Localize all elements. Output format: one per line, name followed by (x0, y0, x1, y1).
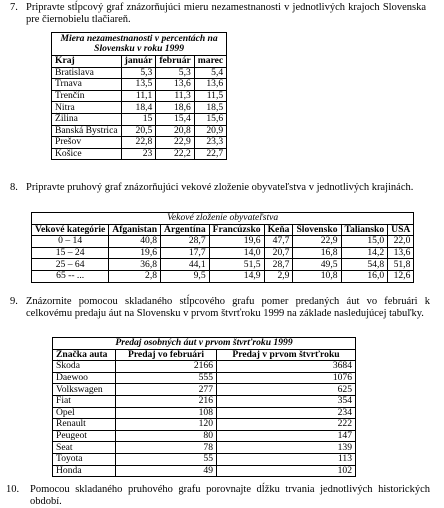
age-structure-table-caption: Vekové zloženie obyvateľstva (32, 213, 414, 225)
value-cell: 78 (116, 442, 217, 454)
value-cell: 277 (116, 384, 217, 396)
value-cell: 15,4 (156, 113, 194, 125)
column-header: USA (388, 224, 414, 236)
table-row (53, 453, 356, 465)
age-structure-table (31, 212, 414, 283)
value-cell: 120 (116, 419, 217, 431)
row-label-cell: Volkswagen (53, 384, 116, 396)
age-structure-table-header (32, 224, 414, 236)
row-label-cell: Bratislava (52, 67, 122, 79)
car-sales-table-header (53, 349, 356, 361)
column-header: Slovensko (293, 224, 341, 236)
column-header: Taliansko (341, 224, 388, 236)
table-row (53, 407, 356, 419)
unemployment-table-header (52, 56, 227, 68)
row-label-cell: Peugeot (53, 430, 116, 442)
value-cell: 5,3 (156, 67, 194, 79)
row-label-cell: Toyota (53, 453, 116, 465)
table-row (53, 361, 356, 373)
value-cell: 108 (116, 407, 217, 419)
table-row (53, 419, 356, 431)
value-cell: 14,2 (341, 247, 388, 259)
unemployment-table (51, 32, 227, 160)
value-cell: 15,6 (194, 113, 226, 125)
row-label-cell: Honda (53, 465, 116, 477)
header-znacka: Značka auta (53, 349, 116, 361)
table-row (32, 259, 414, 271)
header-quarter-sales: Predaj v prvom štvrťroku (217, 349, 356, 361)
value-cell: 139 (217, 442, 356, 454)
value-cell: 354 (217, 395, 356, 407)
table-row (52, 79, 227, 91)
value-cell: 3684 (217, 361, 356, 373)
value-cell: 2166 (116, 361, 217, 373)
row-label-cell: Žilina (52, 113, 122, 125)
value-cell: 19,6 (109, 247, 161, 259)
value-cell: 20,8 (156, 125, 194, 137)
value-cell: 13,5 (121, 79, 156, 91)
table-row (53, 372, 356, 384)
value-cell: 22,0 (388, 236, 414, 248)
column-header: Vekové kategórie (32, 224, 109, 236)
unemployment-table-caption: Miera nezamestnanosti v percentách na Slovensku v roku 1999 (52, 33, 227, 56)
value-cell: 55 (116, 453, 217, 465)
row-label-cell: Opel (53, 407, 116, 419)
value-cell: 22,9 (293, 236, 341, 248)
value-cell: 80 (116, 430, 217, 442)
row-label-cell: Renault (53, 419, 116, 431)
value-cell: 14,9 (209, 270, 264, 282)
value-cell: 20,5 (121, 125, 156, 137)
value-cell: 15 (121, 113, 156, 125)
task-8-text: Pripravte pruhový graf znázorňujúci vekové zloženie obyvateľstva v jednotlivých krajinách. (26, 182, 414, 193)
value-cell: 51,8 (388, 259, 414, 271)
row-label-cell: Košice (52, 148, 122, 160)
value-cell: 147 (217, 430, 356, 442)
row-label-cell: Trnava (52, 79, 122, 91)
unemployment-table-body (52, 67, 227, 160)
value-cell: 36,8 (109, 259, 161, 271)
car-sales-table (52, 337, 356, 477)
value-cell: 49,5 (293, 259, 341, 271)
row-label-cell: 15 – 24 (32, 247, 109, 259)
header-februar-sales: Predaj vo februári (116, 349, 217, 361)
value-cell: 20,7 (264, 247, 293, 259)
value-cell: 555 (116, 372, 217, 384)
value-cell: 54,8 (341, 259, 388, 271)
table-row (52, 90, 227, 102)
table-row (32, 247, 414, 259)
value-cell: 11,5 (194, 90, 226, 102)
value-cell: 22,7 (194, 148, 226, 160)
value-cell: 28,7 (264, 259, 293, 271)
car-sales-table-body (53, 361, 356, 477)
value-cell: 1076 (217, 372, 356, 384)
row-label-cell: Banská Bystrica (52, 125, 122, 137)
table-row (32, 236, 414, 248)
row-label-cell: 65 -- ... (32, 270, 109, 282)
header-kraj: Kraj (52, 56, 122, 68)
task-10-number: 10. (6, 484, 20, 495)
row-label-cell: 0 – 14 (32, 236, 109, 248)
value-cell: 216 (116, 395, 217, 407)
value-cell: 2,9 (264, 270, 293, 282)
value-cell: 40,8 (109, 236, 161, 248)
table-row (53, 430, 356, 442)
value-cell: 10,8 (293, 270, 341, 282)
table-row (53, 395, 356, 407)
row-label-cell: 25 – 64 (32, 259, 109, 271)
value-cell: 222 (217, 419, 356, 431)
header-februar: február (156, 56, 194, 68)
value-cell: 11,3 (156, 90, 194, 102)
task-7-text: Pripravte stĺpcový graf znázorňujúci mieru nezamestnanosti v jednotlivých krajoch Slovenska pre čiernobielu tlačiareň. (26, 2, 426, 26)
row-label-cell: Nitra (52, 102, 122, 114)
value-cell: 13,6 (156, 79, 194, 91)
row-label-cell: Daewoo (53, 372, 116, 384)
value-cell: 5,3 (121, 67, 156, 79)
value-cell: 14,0 (209, 247, 264, 259)
task-9-number: 9. (10, 296, 18, 307)
table-row (52, 137, 227, 149)
task-7-number: 7. (10, 2, 18, 13)
value-cell: 18,4 (121, 102, 156, 114)
value-cell: 19,6 (209, 236, 264, 248)
car-sales-table-caption: Predaj osobných áut v prvom štvrťroku 1999 (53, 338, 356, 350)
row-label-cell: Trenčín (52, 90, 122, 102)
table-row (52, 102, 227, 114)
column-header: Keňa (264, 224, 293, 236)
column-header: Afganistan (109, 224, 161, 236)
value-cell: 625 (217, 384, 356, 396)
table-row (53, 465, 356, 477)
table-row (52, 148, 227, 160)
row-label-cell: Seat (53, 442, 116, 454)
value-cell: 11,1 (121, 90, 156, 102)
row-label-cell: Fiat (53, 395, 116, 407)
value-cell: 18,6 (156, 102, 194, 114)
age-structure-table-body (32, 236, 414, 282)
task-9-text: Znázornite pomocou skladaného stĺpcového grafu pomer predaných áut vo februári k celkovému predaju áut na Slovensku v prvom štvrťroku 1999 na základe nasledujúcej tabuľky. (26, 296, 430, 320)
header-januar: január (121, 56, 156, 68)
table-row (52, 113, 227, 125)
header-marec: marec (194, 56, 226, 68)
column-header: Argentína (161, 224, 210, 236)
table-row (32, 270, 414, 282)
value-cell: 28,7 (161, 236, 210, 248)
table-row (52, 125, 227, 137)
value-cell: 22,8 (121, 137, 156, 149)
table-row (53, 442, 356, 454)
value-cell: 12,6 (388, 270, 414, 282)
row-label-cell: Prešov (52, 137, 122, 149)
value-cell: 47,7 (264, 236, 293, 248)
value-cell: 13,6 (194, 79, 226, 91)
value-cell: 18,5 (194, 102, 226, 114)
value-cell: 17,7 (161, 247, 210, 259)
value-cell: 23 (121, 148, 156, 160)
value-cell: 9,5 (161, 270, 210, 282)
value-cell: 23,3 (194, 137, 226, 149)
value-cell: 2,8 (109, 270, 161, 282)
value-cell: 44,1 (161, 259, 210, 271)
value-cell: 5,4 (194, 67, 226, 79)
value-cell: 102 (217, 465, 356, 477)
value-cell: 20,9 (194, 125, 226, 137)
value-cell: 16,8 (293, 247, 341, 259)
row-label-cell: Škoda (53, 361, 116, 373)
column-header: Francúzsko (209, 224, 264, 236)
value-cell: 49 (116, 465, 217, 477)
task-8-number: 8. (10, 182, 18, 193)
value-cell: 22,2 (156, 148, 194, 160)
value-cell: 51,5 (209, 259, 264, 271)
value-cell: 234 (217, 407, 356, 419)
table-row (52, 67, 227, 79)
value-cell: 13,6 (388, 247, 414, 259)
value-cell: 113 (217, 453, 356, 465)
task-10-text: Pomocou skladaného pruhového grafu porovnajte dĺžku trvania jednotlivých historických období. (30, 484, 430, 508)
value-cell: 16,0 (341, 270, 388, 282)
value-cell: 15,0 (341, 236, 388, 248)
value-cell: 22,9 (156, 137, 194, 149)
table-row (53, 384, 356, 396)
